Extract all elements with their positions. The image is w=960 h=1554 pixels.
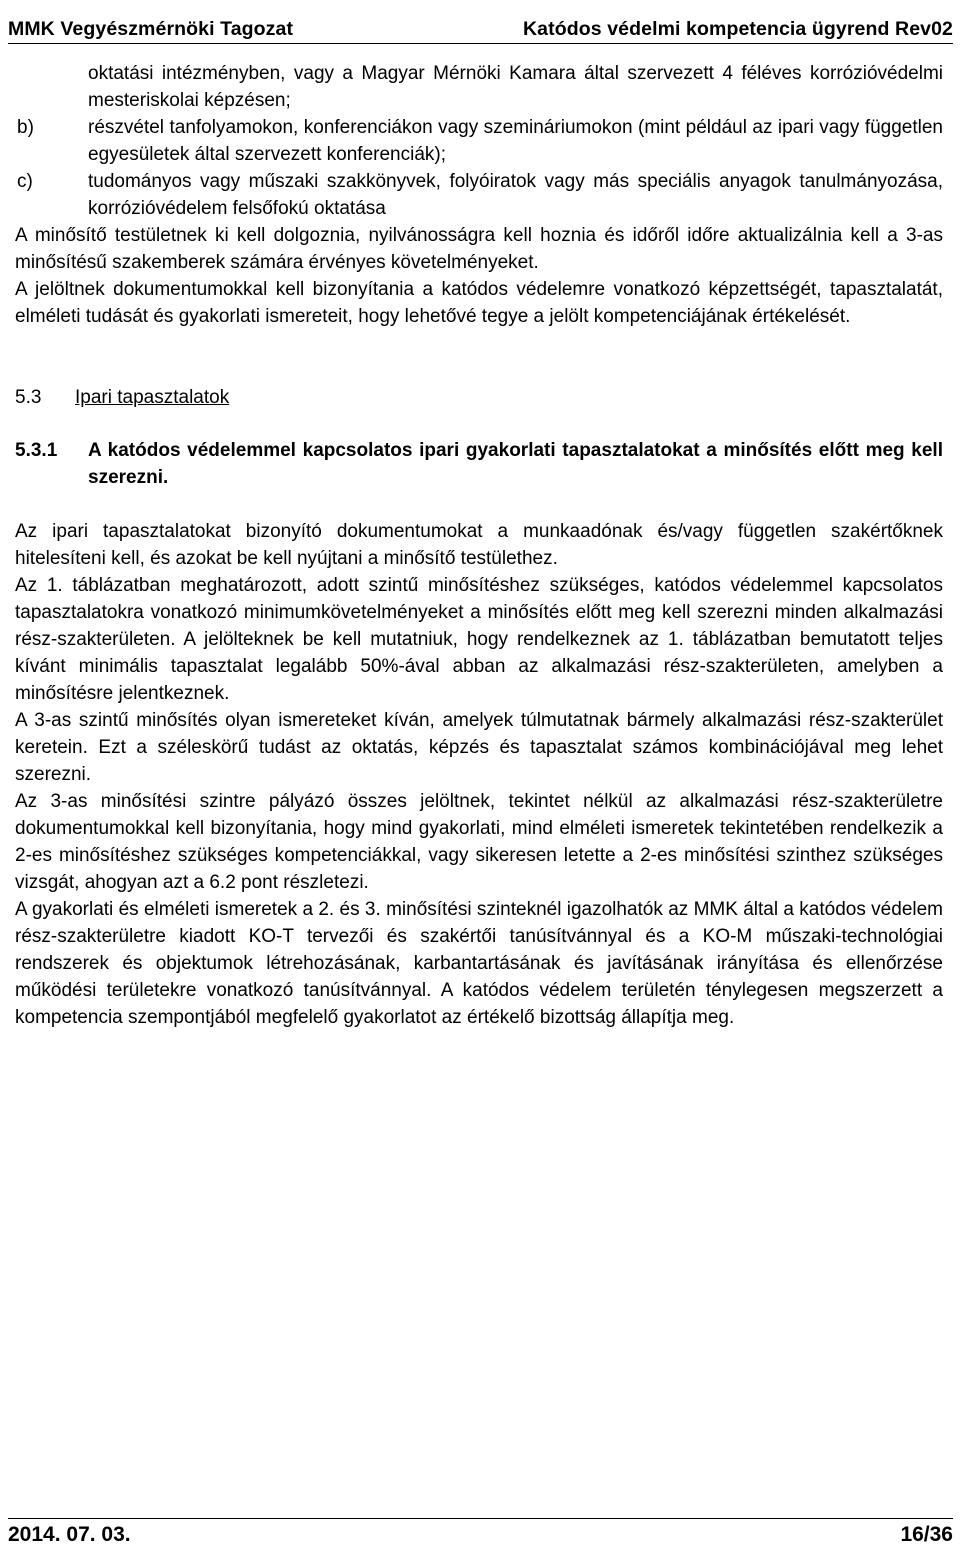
paragraph-2: Az 1. táblázatban meghatározott, adott szintű minősítéshez szükséges, katódos védelemmel kapcsolatos tapasztalatokra vonatkozó minimumkövetelményeket a minősítés előtt meg kell szerezni minden alkalmazási rész-szakterületen. A jelölteknek be kell mutatniuk, hogy rendelkeznek az 1. táblázatban bemutatott teljes kívánt minimális tapasztalat legalább 50%-ával abban az alkalmazási rész-szakterületen, amelyben a minősítésre jelentkeznek. <box>15 575 943 704</box>
paragraph-requirements: A minősítő testületnek ki kell dolgoznia, nyilvánosságra kell hoznia és időről időre aktualizálnia kell a 3-as minősítésű szakemberek számára érvényes követelményeket. <box>15 225 943 273</box>
paragraph-candidate-documents: A jelöltnek dokumentumokkal kell bizonyítania a katódos védelemre vonatkozó képzettségét, tapasztalatát, elméleti tudását és gyakorlati ismereteit, hogy lehetővé tegye a jelölt kompetenciájának értékelését. <box>15 279 943 327</box>
paragraph-1: Az ipari tapasztalatokat bizonyító dokumentumokat a munkaadónak és/vagy független szakértőknek hitelesíteni kell, és azokat be kell nyújtani a minősítő testülethez. <box>15 521 943 569</box>
section-title: Ipari tapasztalatok <box>75 387 230 408</box>
list-item-text: részvétel tanfolyamokon, konferenciákon vagy szemináriumokon (mint például az ipari vagy független egyesületek által szervezett konferenciák); <box>88 117 943 165</box>
page-header <box>8 18 953 44</box>
subsection-text: A katódos védelemmel kapcsolatos ipari gyakorlati tapasztalatokat a minősítés előtt meg kell szerezni. <box>88 440 943 488</box>
header-organization: MMK Vegyészmérnöki Tagozat <box>8 18 294 40</box>
subsection-heading <box>15 437 943 491</box>
footer-page-number: 16/36 <box>900 1523 953 1546</box>
list-marker: b) <box>17 117 34 138</box>
section-number: 5.3 <box>15 387 42 408</box>
section-heading <box>15 384 943 411</box>
list-item-b <box>15 114 943 168</box>
subsection-number: 5.3.1 <box>15 440 58 461</box>
paragraph-4: Az 3-as minősítési szintre pályázó összes jelöltnek, tekintet nélkül az alkalmazási rész-szakterületre dokumentumokkal kell bizonyítania, hogy mind gyakorlati, mind elméleti ismeretek tekintetében rendelkezik a 2-es minősítéshez szükséges kompetenciákkal, vagy sikeresen letette a 2-es minősítési szinthez szükséges vizsgát, ahogyan azt a 6.2 pont részletezi. <box>15 791 943 893</box>
list-continuation: oktatási intézményben, vagy a Magyar Mérnöki Kamara által szervezett 4 féléves korrózióvédelmi mesteriskolai képzésen; <box>88 63 943 111</box>
list-item-c <box>15 168 943 222</box>
list-item-text: tudományos vagy műszaki szakkönyvek, folyóiratok vagy más speciális anyagok tanulmányozása, korrózióvédelem felsőfokú oktatása <box>88 171 943 219</box>
page-footer <box>8 1518 953 1547</box>
footer-date: 2014. 07. 03. <box>8 1523 131 1546</box>
list-marker: c) <box>17 171 33 192</box>
header-document-title: Katódos védelmi kompetencia ügyrend Rev02 <box>523 18 953 40</box>
page-content <box>15 60 943 1031</box>
paragraph-5: A gyakorlati és elméleti ismeretek a 2. és 3. minősítési szinteknél igazolhatók az MMK által a katódos védelem rész-szakterületre kiadott KO-T tervezői és szakértői tanúsítvánnyal és a KO-M műszaki-technológiai rendszerek és objektumok létrehozásának, karbantartásának és javításának irányítása és ellenőrzése működési területekre vonatkozó tanúsítvánnyal. A katódos védelem területén ténylegesen megszerzett a kompetencia szempontjából megfelelő gyakorlatot az értékelő bizottság állapítja meg. <box>15 899 943 1028</box>
paragraph-3: A 3-as szintű minősítés olyan ismereteket kíván, amelyek túlmutatnak bármely alkalmazási rész-szakterület keretein. Ezt a széleskörű tudást az oktatás, képzés és tapasztalat számos kombinációjával meg lehet szerezni. <box>15 710 943 785</box>
